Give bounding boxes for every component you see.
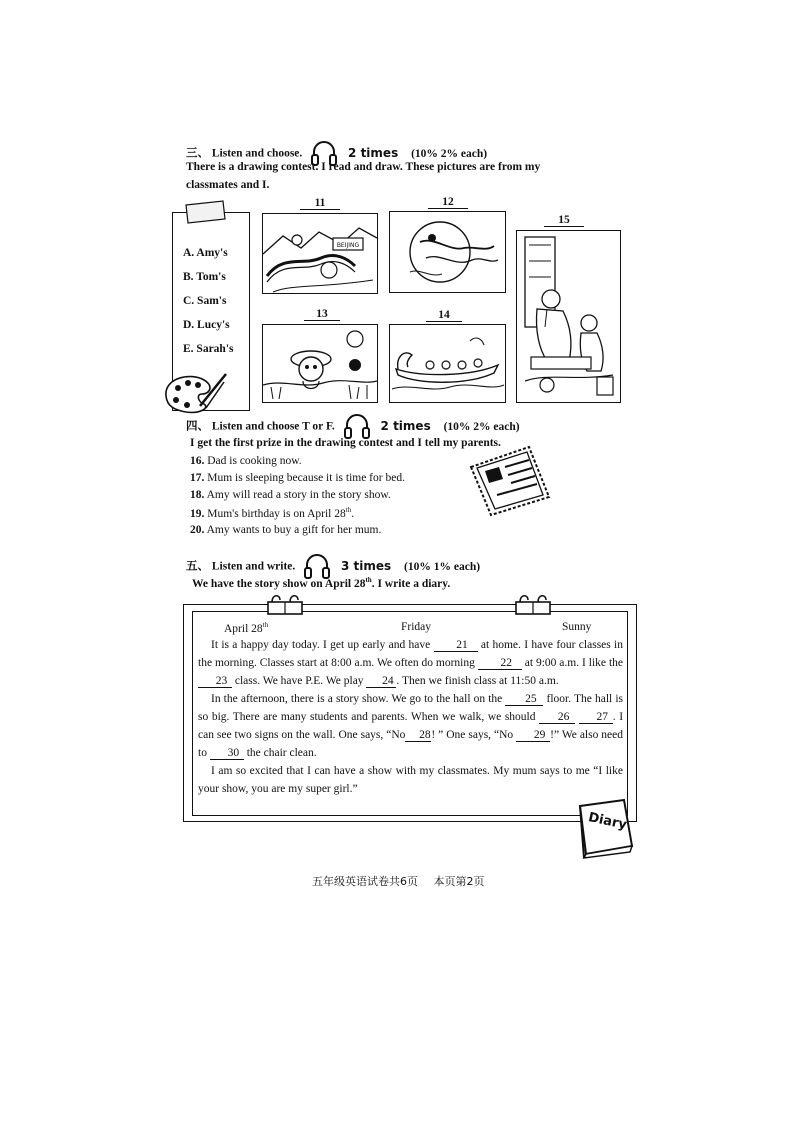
diary-day: Friday xyxy=(401,621,432,633)
diary-text-segment: In the afternoon, there is a story show. We go to the hall on the xyxy=(211,693,503,705)
diary-weather: Sunny xyxy=(562,621,592,633)
diary-text-segment: at 9:00 a.m. I like the xyxy=(524,657,623,669)
section3-times: 2 times xyxy=(348,145,399,160)
blank-22: 22 xyxy=(478,657,522,670)
section4-points: (10% 2% each) xyxy=(443,420,520,433)
section5-intro xyxy=(192,576,450,590)
blank-26: 26 xyxy=(539,711,575,724)
diary-text-segment: !” We also need to xyxy=(198,729,624,759)
diary-text-segment: at home. I have four classes in the morning. Classes start at 8:00 a.m. We often do morning xyxy=(198,639,623,669)
diary-text-segment: the chair clean. xyxy=(246,747,317,759)
diary-book-label: Diary xyxy=(586,810,629,833)
blank-30: 30 xyxy=(210,747,244,760)
picture-15-blank: 15 xyxy=(544,214,584,227)
picture-11-badge: BEIJING xyxy=(336,242,360,249)
statement-text: Dad is cooking now. xyxy=(207,455,302,467)
section3-intro-line2: classmates and I. xyxy=(186,179,270,191)
section5-number: 五、 xyxy=(186,558,209,573)
section3-number: 三、 xyxy=(186,145,209,160)
section3-intro-line1: There is a drawing contest. I read and draw. These pictures are from my xyxy=(186,161,541,173)
diary-body xyxy=(198,636,623,798)
statement-text: Mum's birthday is on April 28 xyxy=(207,507,346,520)
statement-19 xyxy=(190,506,354,520)
footer xyxy=(312,873,485,889)
diary-paragraph-3: I am so excited that I can have a show with my classmates. My mum says to me “I like your show, you are my super girl.” xyxy=(198,765,623,795)
picture-14 xyxy=(389,324,506,403)
envelope-stamp-icon xyxy=(465,445,555,517)
section3-points: (10% 2% each) xyxy=(411,147,488,160)
option-e: E. Sarah's xyxy=(183,343,234,355)
section4-intro: I get the first prize in the drawing contest and I tell my parents. xyxy=(190,437,501,449)
option-b: B. Tom's xyxy=(183,271,226,283)
binder-clip-icon xyxy=(514,592,552,616)
blank-29: 29 xyxy=(516,729,550,742)
picture-11-blank: 11 xyxy=(300,197,340,210)
blank-25: 25 xyxy=(505,693,543,706)
section3-title: Listen and choose. xyxy=(211,147,303,160)
section4-times: 2 times xyxy=(380,418,431,433)
binder-clip-icon xyxy=(266,592,304,616)
blank-27: 27 xyxy=(579,711,613,724)
footer-page-number: 本页第2页 xyxy=(433,875,485,888)
picture-13 xyxy=(262,324,378,403)
picture-15 xyxy=(516,230,621,403)
section5-intro-sup: th xyxy=(365,576,372,584)
blank-24: 24 xyxy=(366,675,396,688)
statement-20 xyxy=(190,524,381,536)
footer-total-pages: 五年级英语试卷共6页 xyxy=(312,875,418,888)
cat-in-field-drawing xyxy=(263,325,377,402)
blank-23: 23 xyxy=(198,675,232,688)
great-wall-drawing xyxy=(263,214,377,293)
option-c: C. Sam's xyxy=(183,295,227,307)
tape-icon xyxy=(183,199,227,225)
diary-text-segment: It is a happy day today. I get up early and have xyxy=(211,639,431,651)
poet-scene-drawing xyxy=(517,231,620,402)
picture-11 xyxy=(262,213,378,294)
diary-date xyxy=(224,621,268,635)
section5-intro-end: . I write a diary. xyxy=(371,577,451,590)
dragon-boat-drawing xyxy=(390,325,505,402)
diary-book xyxy=(570,798,636,860)
option-a: A. Amy's xyxy=(183,247,228,259)
statement-number: 18. xyxy=(190,489,205,501)
statement-text: Mum is sleeping because it is time for bed. xyxy=(207,472,405,484)
statement-17 xyxy=(190,472,405,484)
diary-text-segment: . Then we finish class at 11:50 a.m. xyxy=(396,675,559,687)
statement-number: 19. xyxy=(190,507,205,520)
diary-text-segment: floor. The hall is so big. There are many students and parents. When we walk, we should xyxy=(198,693,624,723)
diary-paragraph-2 xyxy=(198,690,623,762)
statement-end: . xyxy=(351,507,355,520)
section4-title: Listen and choose T or F. xyxy=(211,420,335,433)
option-d: D. Lucy's xyxy=(183,319,230,331)
statement-16 xyxy=(190,455,302,467)
diary-date-text: April 28 xyxy=(224,622,263,635)
statement-number: 17. xyxy=(190,472,205,484)
statement-number: 16. xyxy=(190,455,205,467)
diary-paragraph-1 xyxy=(198,636,623,690)
diary-book-icon xyxy=(570,798,636,860)
statement-18 xyxy=(190,489,391,501)
section5-intro-text: We have the story show on April 28 xyxy=(192,577,366,590)
picture-12-blank: 12 xyxy=(428,196,468,209)
section5-points: (10% 1% each) xyxy=(404,560,481,573)
statement-sup: th xyxy=(345,506,352,514)
diary-box xyxy=(183,604,637,822)
picture-13-blank: 13 xyxy=(304,308,340,321)
diary-date-sup: th xyxy=(262,621,269,629)
diary-text-segment: . I can see two signs on the wall. One says, “No xyxy=(198,711,624,741)
section5-title: Listen and write. xyxy=(211,560,296,573)
section5-times: 3 times xyxy=(341,558,392,573)
diary-text-segment: ! ” One says, “No xyxy=(431,729,514,741)
statement-number: 20. xyxy=(190,524,205,536)
picture-12 xyxy=(389,211,506,293)
section4-number: 四、 xyxy=(186,418,209,433)
statement-text: Amy wants to buy a gift for her mum. xyxy=(206,524,382,536)
picture-14-blank: 14 xyxy=(426,309,462,322)
diary-text-segment: class. We have P.E. We play xyxy=(234,675,364,687)
palette-icon xyxy=(160,368,230,416)
moon-fairy-drawing xyxy=(390,212,505,292)
blank-28: 28 xyxy=(405,729,431,742)
blank-21: 21 xyxy=(434,639,478,652)
statement-text: Amy will read a story in the story show. xyxy=(206,489,391,501)
